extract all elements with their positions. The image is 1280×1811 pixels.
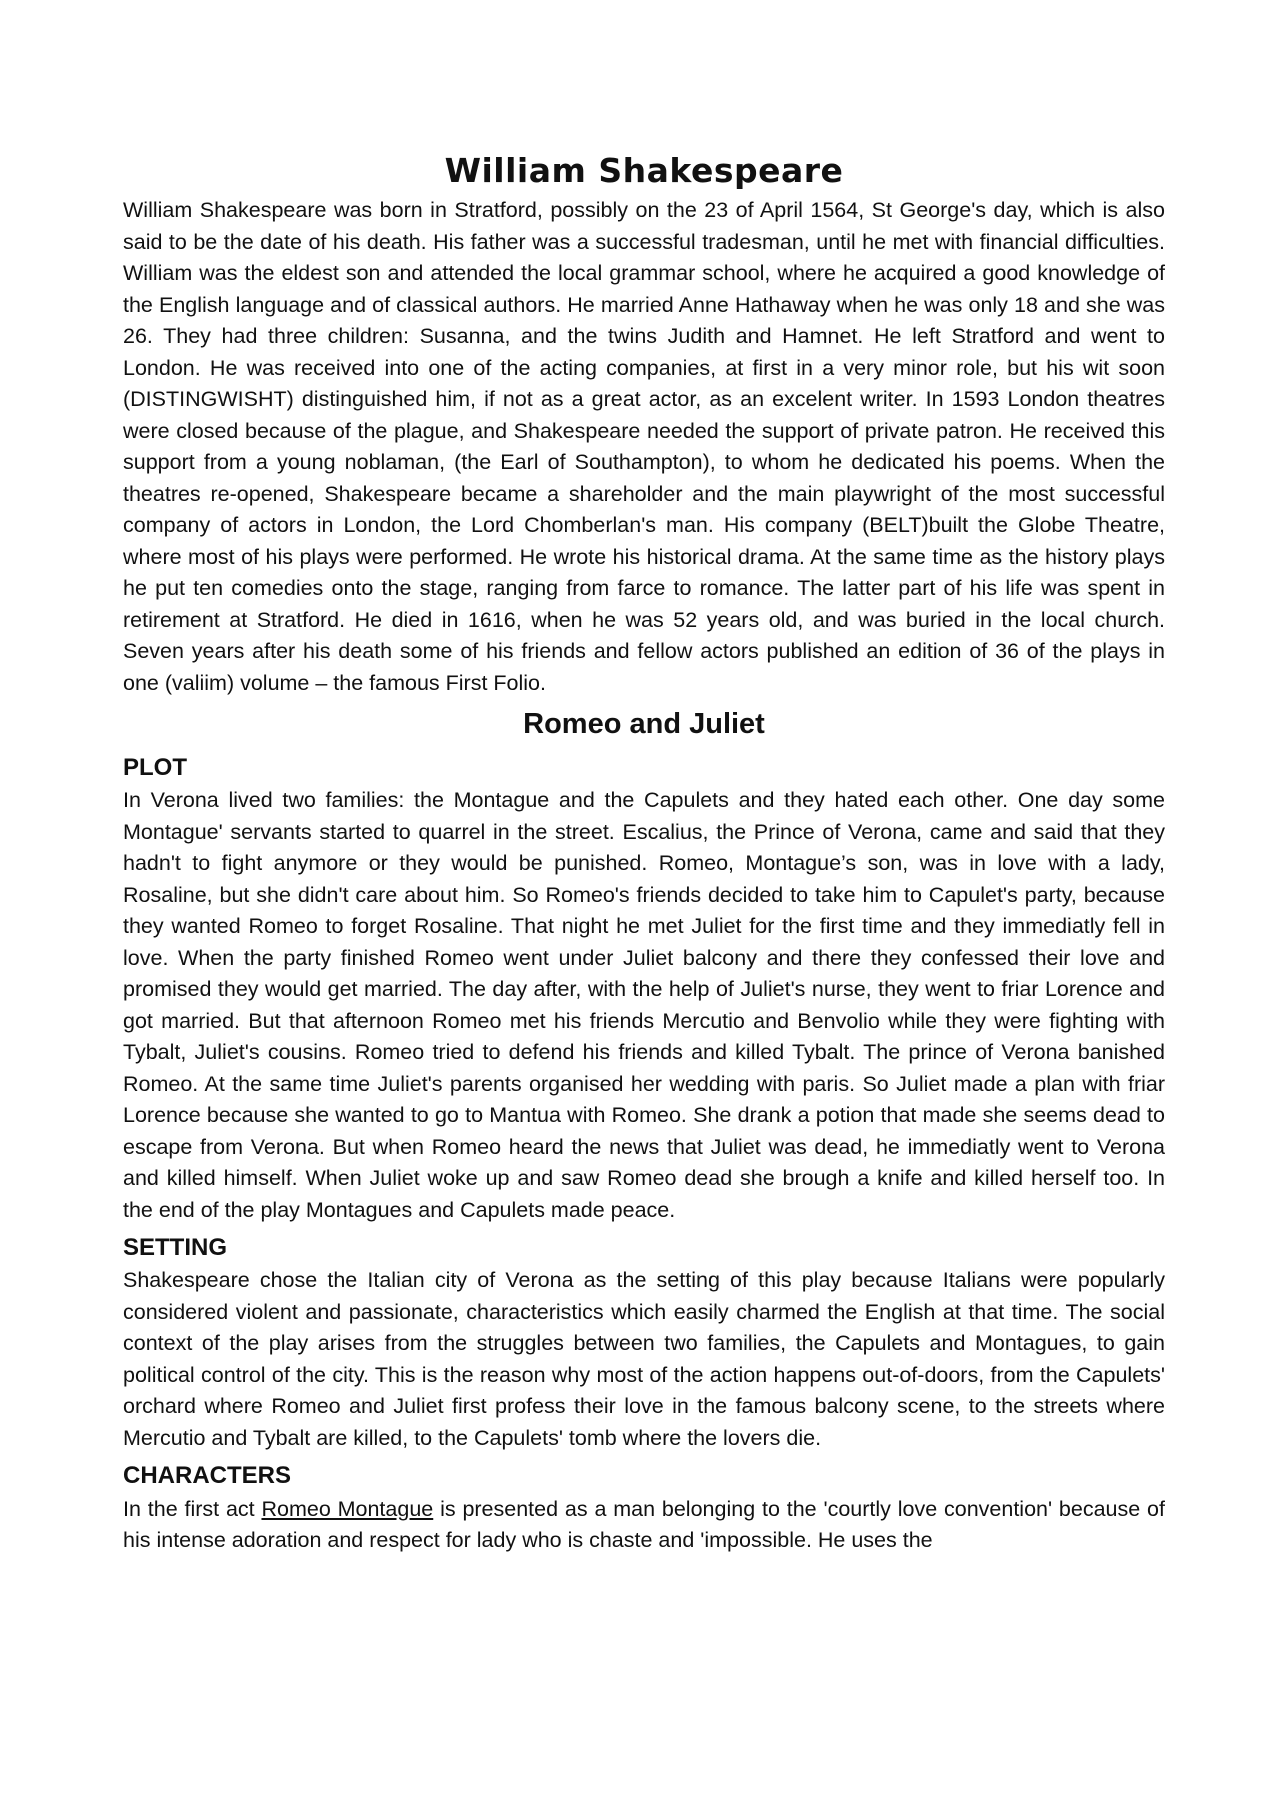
- characters-text-start: In the first act: [123, 1496, 262, 1521]
- characters-text-end: is presented as a man belonging to the 'courtly love convention' because of his intense adoration and respect for lady who is chaste and 'impossible. He uses the: [123, 1496, 1165, 1553]
- document-title: William Shakespeare: [444, 151, 844, 190]
- romeo-montague-link-text: Romeo Montague: [261, 1496, 434, 1521]
- characters-paragraph: [123, 1494, 1165, 1557]
- setting-paragraph: Shakespeare chose the Italian city of Verona as the setting of this play because Italians were popularly considered violent and passionate, characteristics which easily charmed the English at that time. The social context of the play arises from the struggles between two families, the Capulets and Montagues, to gain political control of the city. This is the reason why most of the action happens out-of-doors, from the Capulets' orchard where Romeo and Juliet first profess their love in the famous balcony scene, to the streets where Mercutio and Tybalt are killed, to the Capulets' tomb where the lovers die.: [123, 1268, 1165, 1450]
- biography-paragraph: William Shakespeare was born in Stratford, possibly on the 23 of April 1564, St George's day, which is also said to be the date of his death. His father was a successful tradesman, until he met with financial difficulties. William was the eldest son and attended the local grammar school, where he acquired a good knowledge of the English language and of classical authors. He married Anne Hathaway when he was only 18 and she was 26. They had three children: Susanna, and the twins Judith and Hamnet. He left Stratford and went to London. He was received into one of the acting companies, at first in a very minor role, but his wit soon (DISTINGWISHT) distinguished him, if not as a great actor, as an excelent writer. In 1593 London theatres were closed because of the plague, and Shakespeare needed the support of private patron. He received this support from a young noblaman, (the Earl of Southampton), to whom he dedicated his poems. When the theatres re-opened, Shakespeare became a shareholder and the main playwright of the most successful company of actors in London, the Lord Chomberlan's man. His company (BELT)built the Globe Theatre, where most of his plays were performed. He wrote his historical drama. At the same time as the history plays he put ten comedies onto the stage, ranging from farce to romance. The latter part of his life was spent in retirement at Stratford. He died in 1616, when he was 52 years old, and was buried in the local church. Seven years after his death some of his friends and fellow actors published an edition of 36 of the plays in one (valiim) volume – the famous First Folio.: [123, 198, 1165, 695]
- document-page: [123, 150, 1165, 1557]
- plot-heading: PLOT: [123, 754, 187, 782]
- play-title: Romeo and Juliet: [523, 708, 765, 741]
- characters-heading: CHARACTERS: [123, 1462, 291, 1490]
- setting-heading: SETTING: [123, 1234, 228, 1262]
- plot-paragraph: In Verona lived two families: the Montague and the Capulets and they hated each other. One day some Montague' servants started to quarrel in the street. Escalius, the Prince of Verona, came and said that they hadn't to fight anymore or they would be punished. Romeo, Montague’s son, was in love with a lady, Rosaline, but she didn't care about him. So Romeo's friends decided to take him to Capulet's party, because they wanted Romeo to forget Rosaline. That night he met Juliet for the first time and they immediatly fell in love. When the party finished Romeo went under Juliet balcony and there they confessed their love and promised they would get married. The day after, with the help of Juliet's nurse, they went to friar Lorence and got married. But that afternoon Romeo met his friends Mercutio and Benvolio while they were fighting with Tybalt, Juliet's cousins. Romeo tried to defend his friends and killed Tybalt. The prince of Verona banished Romeo. At the same time Juliet's parents organised her wedding with paris. So Juliet made a plan with friar Lorence because she wanted to go to Mantua with Romeo. She drank a potion that made she seems dead to escape from Verona. But when Romeo heard the news that Juliet was dead, he immediatly went to Verona and killed himself. When Juliet woke up and saw Romeo dead she brough a knife and killed herself too. In the end of the play Montagues and Capulets made peace.: [123, 788, 1165, 1222]
